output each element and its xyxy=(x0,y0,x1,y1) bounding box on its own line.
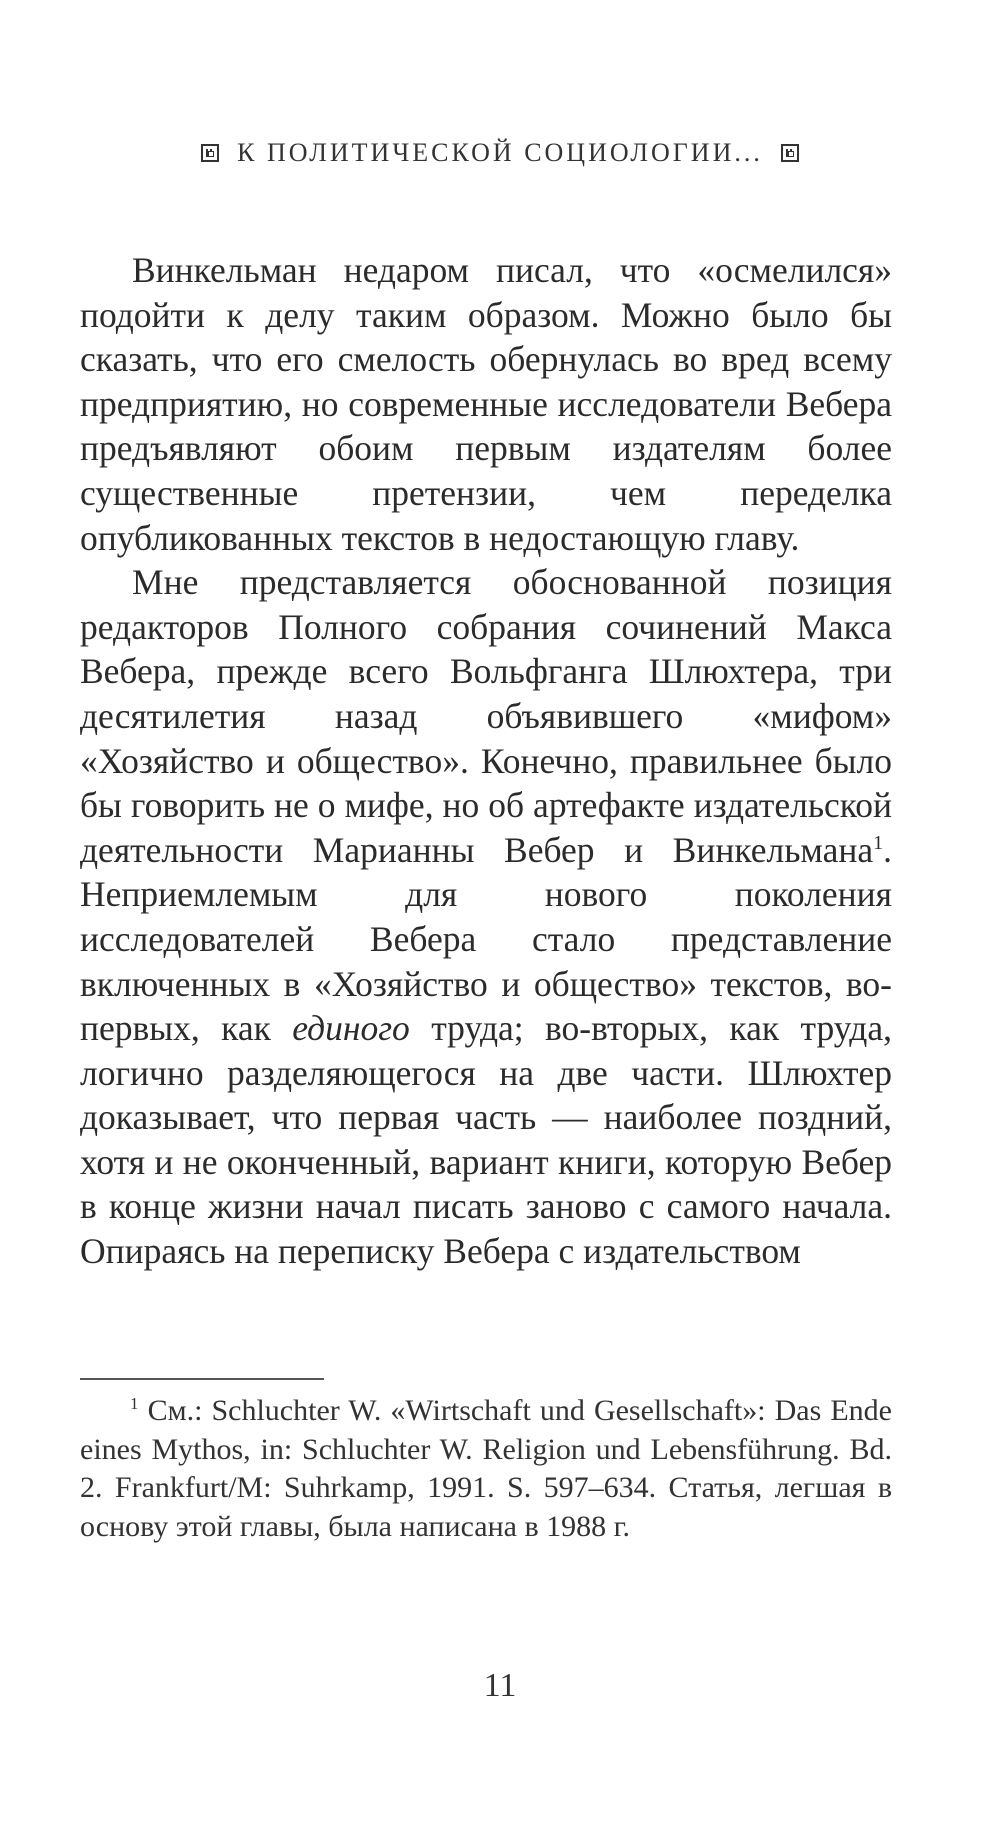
paragraph: Винкельман недаром писал, что «осмелился» подойти к делу таким образом. Можно было бы сказать, что его смелость обернулась во вред всему предприятию, но современные исследователи Вебера предъявляют обоим первым издателям более существенные претензии, чем переделка опубликованных текстов в недостающую главу. xyxy=(80,250,892,558)
italic-word: единого xyxy=(292,1008,410,1049)
main-text xyxy=(80,248,892,1274)
paragraph-text: . Неприемлемым для нового поколения исследователей Вебера стало представление включенных в «Хозяйство и общество» текстов, во-первых, как xyxy=(80,829,892,1049)
footnote-reference: 1 xyxy=(873,831,884,854)
footnote-mark: 1 xyxy=(130,1394,139,1413)
footnote xyxy=(80,1392,892,1546)
page-number: 11 xyxy=(483,1667,517,1704)
running-head xyxy=(0,138,1000,168)
paragraph-text: труда; во-вторых, как труда, логично разделяющегося на две части. Шлюхтер доказывает, что первая часть — наиболее поздний, хотя и не оконченный, вариант книги, которую Вебер в конце жизни начал писать заново с самого начала. Опираясь на переписку Вебера с издательством xyxy=(80,1008,892,1272)
square-ornament-icon xyxy=(781,144,799,162)
footnote-text: См.: Schluchter W. «Wirtschaft und Gesellschaft»: Das Ende eines Mythos, in: Schluchter W. Religion und Lebensführung. Bd. 2. Frankfurt/M: Suhrkamp, 1991. S. 597–634. Статья, легшая в основу этой главы, была написана в 1988 г. xyxy=(80,1394,892,1543)
paragraph xyxy=(80,560,892,1274)
running-head-title: К ПОЛИТИЧЕСКОЙ СОЦИОЛОГИИ... xyxy=(237,138,763,167)
footnote-divider xyxy=(80,1378,324,1380)
square-ornament-icon xyxy=(201,144,219,162)
paragraph-text: Мне представляется обоснованной позиция редакторов Полного собрания сочинений Макса Вебера, прежде всего Вольфганга Шлюхтера, три десятилетия назад объявившего «мифом» «Хозяйство и общество». Конечно, правильнее было бы говорить не о мифе, но об артефакте издательской деятельности Марианны Вебер и Винкельмана xyxy=(80,562,892,870)
